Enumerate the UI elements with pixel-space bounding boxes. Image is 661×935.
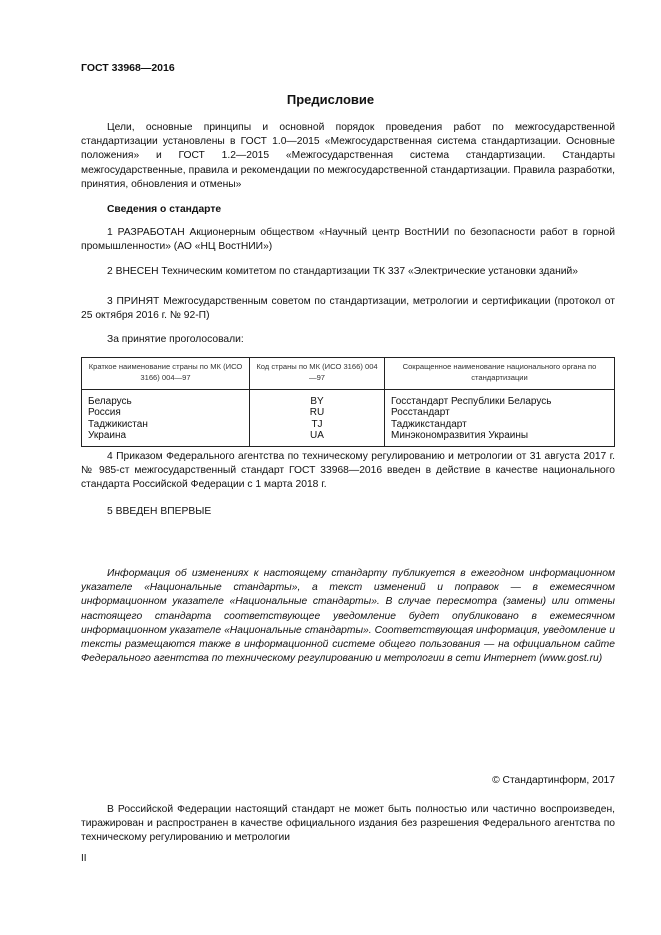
intro-text: Цели, основные принципы и основной порядок проведения работ по межгосударственной стандартизации установлены в ГОСТ 1.0—2015 «Межгосударственная система стандартизации. Основные положения» и ГОСТ 1.2—2015 «Межгосударственная система стандартизации. Стандарты межгосударственные, правила и рекомендации по межгосударственной стандартизации. Правила разработки, принятия, обновления и отмены»: [81, 122, 615, 190]
footer-note: [81, 803, 615, 846]
country-code: UA: [310, 430, 324, 442]
item-4: [81, 450, 615, 493]
item-5: [81, 505, 615, 519]
header-standards-body: Сокращенное наименование национального органа по стандартизации: [385, 358, 615, 390]
country-code: TJ: [311, 418, 323, 430]
info-note: [81, 567, 615, 666]
standards-body: Госстандарт Республики Беларусь: [391, 396, 552, 407]
item-1: [81, 226, 615, 254]
country-name: Россия: [88, 407, 121, 419]
item-2: [81, 265, 615, 279]
item-2-text: 2 ВНЕСЕН Техническим комитетом по стандартизации ТК 337 «Электрические установки зданий»: [107, 266, 579, 277]
country-code: RU: [309, 407, 325, 419]
item-1-text: 1 РАЗРАБОТАН Акционерным обществом «Научный центр ВостНИИ по безопасности работ в горной промышленности» (АО «НЦ ВостНИИ»): [81, 227, 615, 253]
country-name: Таджикистан: [88, 418, 148, 430]
page-number: II: [81, 853, 87, 864]
document-code: ГОСТ 33968—2016: [81, 62, 175, 74]
copyright: © Стандартинформ, 2017: [492, 775, 615, 786]
table-row: [82, 390, 615, 447]
section-heading-text: Сведения о стандарте: [107, 204, 222, 215]
item-5-text: 5 ВВЕДЕН ВПЕРВЫЕ: [107, 506, 212, 517]
country-name: Украина: [88, 430, 127, 442]
item-3: [81, 295, 615, 323]
table-header-row: [82, 358, 615, 390]
voted-label-text: За принятие проголосовали:: [107, 334, 244, 345]
info-note-text: Информация об изменениях к настоящему стандарту публикуется в ежегодном информационном указателе «Национальные стандарты», а текст изменений и поправок — в ежемесячном информационном указателе «Национальные стандарты». В случае пересмотра (замены) или отмены настоящего стандарта соответствующее уведомление будет опубликовано в ежемесячном информационном указателе «Национальные стандарты». Соответствующая информация, уведомление и тексты размещаются также в информационной системе общего пользования — на официальном сайте Федерального агентства по техническому регулированию и метрологии в сети Интернет (www.gost.ru): [81, 568, 615, 665]
voted-label: [81, 333, 615, 347]
section-heading: [81, 203, 615, 217]
page-title: Предисловие: [286, 92, 375, 107]
header-country-name: Краткое наименование страны по МК (ИСО 3166) 004—97: [82, 358, 250, 390]
country-codes-cell: [250, 390, 385, 447]
footer-note-text: В Российской Федерации настоящий стандарт не может быть полностью или частично воспроизведен, тиражирован и распространен в качестве официального издания без разрешения Федерального агентства по техническому регулированию и метрологии: [81, 804, 615, 844]
intro-paragraph: [81, 121, 615, 192]
country-name: Беларусь: [88, 396, 132, 407]
country-code: BY: [310, 396, 324, 407]
standards-body: Росстандарт: [391, 407, 450, 419]
item-4-text: 4 Приказом Федерального агентства по техническому регулированию и метрологии от 31 августа 2017 г. № 985-ст межгосударственный стандарт ГОСТ 33968—2016 введен в действие в качестве национального стандарта Российской Федерации с 1 марта 2018 г.: [81, 451, 615, 491]
country-names-cell: [82, 390, 250, 447]
item-3-text: 3 ПРИНЯТ Межгосударственным советом по стандартизации, метрологии и сертификации (протокол от 25 октября 2016 г. № 92-П): [81, 296, 615, 322]
voting-table: [81, 357, 615, 447]
header-country-code: Код страны по МК (ИСО 3166) 004—97: [250, 358, 385, 390]
standards-body: Таджикстандарт: [391, 418, 467, 430]
standards-bodies-cell: [385, 390, 615, 447]
standards-body: Минэкономразвития Украины: [391, 430, 529, 442]
